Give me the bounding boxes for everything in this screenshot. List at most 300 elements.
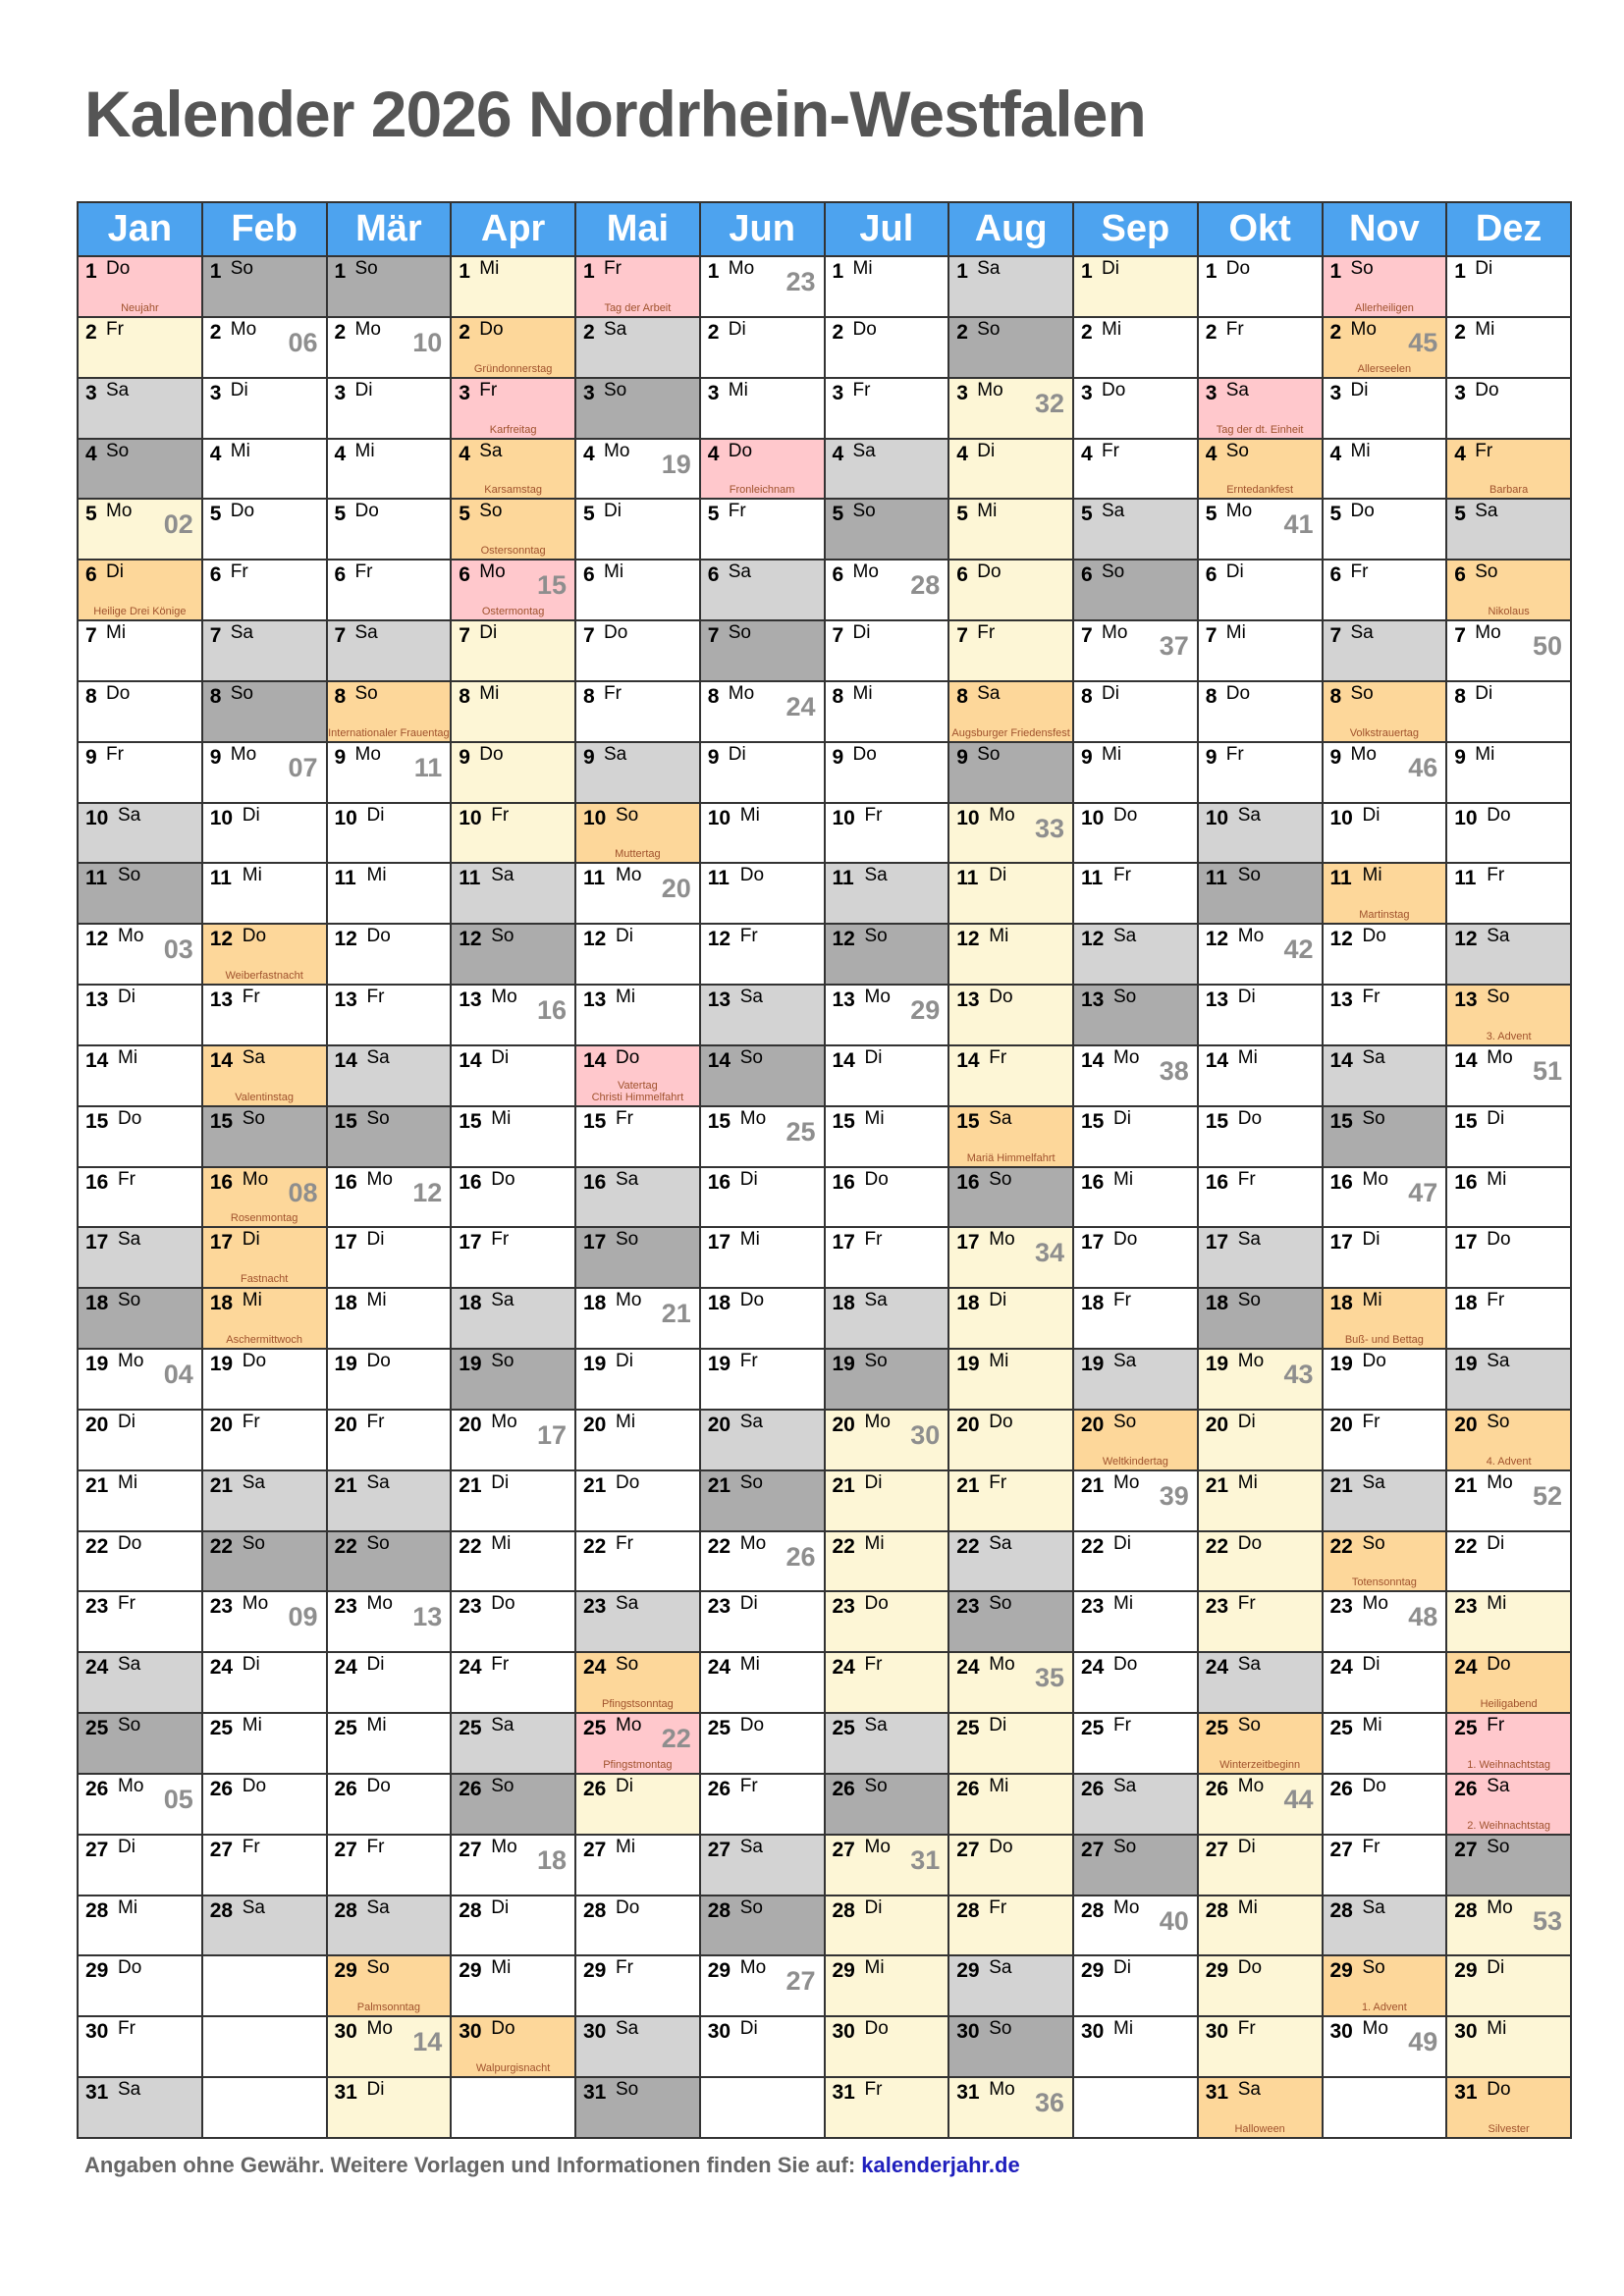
day-cell <box>1324 257 1448 318</box>
day-number: 6 <box>707 563 720 587</box>
day-cell <box>203 1289 328 1350</box>
event-label: Weiberfastnacht <box>225 970 303 983</box>
day-cell <box>1447 318 1572 379</box>
day-cell <box>826 1289 950 1350</box>
day-number: 7 <box>1454 624 1466 648</box>
weekday-label: Mo <box>366 2018 393 2040</box>
day-number: 5 <box>956 503 968 526</box>
day-cell <box>826 986 950 1046</box>
day-number: 29 <box>707 1959 731 1983</box>
day-cell <box>1199 864 1324 925</box>
day-number: 9 <box>334 745 347 769</box>
event-label: Augsburger Friedensfest <box>951 726 1070 739</box>
day-number: 17 <box>583 1231 607 1255</box>
day-number: 17 <box>707 1231 731 1255</box>
week-number: 11 <box>413 752 443 782</box>
weekday-label: Do <box>354 501 379 522</box>
day-cell <box>203 1896 328 1957</box>
day-cell <box>826 864 950 925</box>
weekday-label: Di <box>989 1715 1007 1736</box>
day-cell <box>1447 1107 1572 1168</box>
day-number: 4 <box>583 442 595 465</box>
day-number: 16 <box>832 1170 855 1194</box>
day-cell <box>79 318 203 379</box>
day-cell <box>328 1168 453 1229</box>
weekday-label: Do <box>864 1168 889 1190</box>
weekday-label: So <box>1113 1836 1137 1857</box>
weekday-label: Mo <box>491 987 517 1008</box>
day-cell <box>1074 1532 1199 1593</box>
day-cell <box>826 682 950 743</box>
week-number: 19 <box>661 449 691 479</box>
weekday-label: Mo <box>864 987 891 1008</box>
day-number: 7 <box>459 624 470 648</box>
day-cell <box>1074 804 1199 865</box>
day-number: 26 <box>832 1777 855 1800</box>
day-cell <box>576 379 701 440</box>
weekday-label: So <box>739 1896 763 1918</box>
day-number: 5 <box>1205 503 1218 526</box>
day-cell <box>1074 2017 1199 2078</box>
day-cell <box>576 1532 701 1593</box>
day-number: 19 <box>1454 1353 1478 1376</box>
day-number: 7 <box>1205 624 1218 648</box>
day-number: 21 <box>956 1473 980 1497</box>
day-cell <box>79 1775 203 1836</box>
day-cell <box>1447 2017 1572 2078</box>
weekday-label: Mi <box>491 1107 512 1129</box>
event-label: 1. Advent <box>1361 2002 1407 2014</box>
day-number: 22 <box>209 1534 234 1558</box>
day-cell <box>328 1411 453 1471</box>
day-cell <box>203 682 328 743</box>
weekday-label: Do <box>1225 682 1251 704</box>
weekday-label: So <box>604 379 627 400</box>
week-number: 40 <box>1159 1905 1189 1936</box>
day-cell <box>1324 2017 1448 2078</box>
week-number: 22 <box>661 1724 691 1754</box>
day-cell <box>203 318 328 379</box>
day-number: 2 <box>1081 320 1093 344</box>
day-cell <box>328 1350 453 1411</box>
weekday-label: Fr <box>1362 1411 1380 1432</box>
day-number: 12 <box>85 928 109 951</box>
day-cell <box>1074 986 1199 1046</box>
weekday-label: Mi <box>977 501 998 522</box>
day-cell <box>452 257 576 318</box>
event-label: Aschermittwoch <box>226 1334 302 1347</box>
day-cell <box>949 804 1074 865</box>
weekday-label: Sa <box>1113 1775 1137 1796</box>
weekday-label: Fr <box>1225 318 1244 340</box>
weekday-label: Do <box>989 987 1013 1008</box>
week-number: 20 <box>661 874 691 904</box>
day-number: 2 <box>334 320 347 344</box>
month-header: Feb <box>203 203 328 257</box>
day-cell <box>328 1592 453 1653</box>
day-number: 4 <box>85 442 97 465</box>
weekday-label: Mo <box>1487 1046 1513 1068</box>
day-number: 2 <box>85 320 97 344</box>
weekday-label: Do <box>852 318 877 340</box>
weekday-label: Mo <box>1113 1046 1140 1068</box>
day-cell <box>576 1046 701 1107</box>
event-label: Vatertag <box>617 1079 658 1092</box>
day-number: 7 <box>707 624 720 648</box>
weekday-label: Mo <box>366 1168 393 1190</box>
weekday-label: Mi <box>1113 2018 1134 2040</box>
weekday-label: Do <box>366 926 391 947</box>
day-number: 7 <box>209 624 222 648</box>
weekday-label: Fr <box>604 682 622 704</box>
weekday-label: Mo <box>616 865 642 886</box>
day-cell <box>1447 1775 1572 1836</box>
weekday-label: So <box>491 926 514 947</box>
week-number: 38 <box>1159 1055 1189 1086</box>
day-number: 17 <box>1081 1231 1105 1255</box>
weekday-label: Mi <box>366 865 387 886</box>
weekday-label: Fr <box>852 379 871 400</box>
weekday-label: Do <box>491 2018 515 2040</box>
day-number: 2 <box>707 320 720 344</box>
day-cell <box>1447 1289 1572 1350</box>
weekday-label: Do <box>1113 1654 1138 1676</box>
day-number: 28 <box>956 1898 980 1922</box>
weekday-label: Mo <box>1362 1168 1388 1190</box>
day-cell <box>1199 1775 1324 1836</box>
day-cell <box>79 1350 203 1411</box>
weekday-label: So <box>118 1715 141 1736</box>
day-number: 23 <box>1205 1595 1229 1619</box>
day-number: 11 <box>459 867 481 890</box>
day-cell <box>1324 500 1448 561</box>
weekday-label: Fr <box>1102 440 1119 461</box>
day-cell <box>826 2017 950 2078</box>
day-cell <box>1324 743 1448 804</box>
day-cell <box>1447 682 1572 743</box>
day-cell <box>826 1046 950 1107</box>
weekday-label: So <box>242 1532 265 1554</box>
day-number: 22 <box>1081 1534 1105 1558</box>
month-header: Mai <box>576 203 701 257</box>
day-number: 19 <box>832 1353 855 1376</box>
day-number: 2 <box>583 320 595 344</box>
day-cell <box>826 621 950 682</box>
weekday-label: Sa <box>1113 926 1137 947</box>
weekday-label: Fr <box>242 1836 260 1857</box>
empty-cell <box>203 2017 328 2078</box>
weekday-label: Di <box>616 1351 633 1372</box>
day-number: 30 <box>459 2020 482 2044</box>
weekday-label: Mi <box>852 682 873 704</box>
weekday-label: Mo <box>1362 1593 1388 1615</box>
weekday-label: Sa <box>864 1290 888 1311</box>
weekday-label: So <box>864 1775 888 1796</box>
weekday-label: Fr <box>864 2079 883 2101</box>
event-label: Pfingstsonntag <box>601 1698 674 1711</box>
day-cell <box>1199 621 1324 682</box>
weekday-label: Mi <box>1102 318 1122 340</box>
day-number: 5 <box>459 503 470 526</box>
day-cell <box>328 986 453 1046</box>
weekday-label: Sa <box>1237 1654 1261 1676</box>
event-label: Tag der Arbeit <box>604 301 672 314</box>
day-cell <box>1324 925 1448 986</box>
week-number: 06 <box>288 327 318 357</box>
day-number: 30 <box>832 2020 855 2044</box>
day-cell <box>328 2078 453 2139</box>
day-number: 22 <box>459 1534 482 1558</box>
day-cell <box>826 743 950 804</box>
day-cell <box>1074 864 1199 925</box>
day-number: 26 <box>85 1777 109 1800</box>
weekday-label: Mi <box>491 1532 512 1554</box>
day-cell <box>826 2078 950 2139</box>
day-cell <box>576 1775 701 1836</box>
weekday-label: So <box>989 1168 1012 1190</box>
week-number: 07 <box>288 752 318 782</box>
weekday-label: Mo <box>1237 1775 1265 1796</box>
week-number: 03 <box>163 934 193 965</box>
weekday-label: So <box>354 682 378 704</box>
day-cell <box>701 1411 826 1471</box>
day-cell <box>701 1532 826 1593</box>
day-cell <box>79 1471 203 1532</box>
weekday-label: Fr <box>864 1229 883 1251</box>
weekday-label: Mi <box>604 561 624 583</box>
day-cell <box>1074 440 1199 501</box>
weekday-label: Di <box>1102 258 1119 279</box>
day-number: 27 <box>707 1838 731 1861</box>
weekday-label: Sa <box>1487 1351 1510 1372</box>
day-number: 10 <box>583 806 607 829</box>
day-number: 12 <box>583 928 607 951</box>
day-number: 5 <box>707 503 720 526</box>
day-number: 27 <box>583 1838 607 1861</box>
day-number: 27 <box>209 1838 234 1861</box>
day-cell <box>1074 1471 1199 1532</box>
weekday-label: Fr <box>989 1471 1007 1493</box>
day-number: 29 <box>1454 1959 1478 1983</box>
day-number: 18 <box>1081 1292 1105 1315</box>
empty-cell <box>203 2078 328 2139</box>
day-number: 26 <box>1454 1777 1478 1800</box>
day-number: 27 <box>956 1838 980 1861</box>
weekday-label: So <box>739 1471 763 1493</box>
day-number: 12 <box>334 928 357 951</box>
day-cell <box>1199 1653 1324 1714</box>
weekday-label: Do <box>118 1957 142 1979</box>
day-number: 10 <box>209 806 234 829</box>
day-number: 15 <box>459 1109 482 1133</box>
day-cell <box>452 440 576 501</box>
day-cell <box>576 561 701 621</box>
day-cell <box>826 1896 950 1957</box>
day-number: 11 <box>85 867 108 890</box>
weekday-label: Do <box>1362 1351 1386 1372</box>
weekday-label: Sa <box>1102 501 1125 522</box>
day-cell <box>452 1228 576 1289</box>
day-cell <box>1074 1714 1199 1775</box>
day-number: 8 <box>1329 684 1342 708</box>
week-number: 36 <box>1034 2088 1064 2118</box>
day-number: 21 <box>1329 1473 1353 1497</box>
day-number: 15 <box>1454 1109 1478 1133</box>
weekday-label: Di <box>491 1471 510 1493</box>
weekday-label: Do <box>1487 1654 1511 1676</box>
day-cell <box>826 500 950 561</box>
day-cell <box>1199 1896 1324 1957</box>
weekday-label: Mo <box>728 258 755 279</box>
day-cell <box>203 561 328 621</box>
day-number: 8 <box>209 684 222 708</box>
weekday-label: Sa <box>616 1593 639 1615</box>
day-number: 9 <box>1205 745 1218 769</box>
day-cell <box>576 440 701 501</box>
weekday-label: So <box>1350 682 1374 704</box>
weekday-label: Fr <box>118 2018 135 2040</box>
day-cell <box>949 621 1074 682</box>
day-number: 14 <box>334 1048 357 1072</box>
day-number: 17 <box>832 1231 855 1255</box>
day-cell <box>203 1471 328 1532</box>
weekday-label: So <box>1237 1290 1261 1311</box>
weekday-label: Do <box>230 501 255 522</box>
day-number: 9 <box>583 745 595 769</box>
day-number: 9 <box>1329 745 1342 769</box>
month-header: Jan <box>79 203 203 257</box>
day-number: 31 <box>85 2081 109 2105</box>
day-cell <box>949 561 1074 621</box>
weekday-label: Di <box>604 501 622 522</box>
day-number: 6 <box>334 563 347 587</box>
weekday-label: Mi <box>366 1715 387 1736</box>
day-cell <box>701 986 826 1046</box>
day-cell <box>79 1046 203 1107</box>
day-cell <box>328 743 453 804</box>
day-cell <box>1199 561 1324 621</box>
day-cell <box>1324 1350 1448 1411</box>
event-label: Fastnacht <box>240 1273 289 1286</box>
day-number: 20 <box>209 1413 234 1436</box>
weekday-label: Di <box>864 1046 883 1068</box>
week-number: 17 <box>536 1419 567 1450</box>
weekday-label: Di <box>491 1896 510 1918</box>
week-number: 09 <box>288 1602 318 1632</box>
day-number: 29 <box>832 1959 855 1983</box>
day-number: 29 <box>1329 1959 1353 1983</box>
day-number: 1 <box>1329 260 1342 283</box>
day-cell <box>1074 1107 1199 1168</box>
day-number: 24 <box>85 1656 109 1680</box>
weekday-label: Do <box>1102 379 1126 400</box>
footer-link[interactable]: kalenderjahr.de <box>861 2153 1020 2177</box>
day-cell <box>328 379 453 440</box>
day-number: 7 <box>1329 624 1342 648</box>
day-number: 15 <box>707 1109 731 1133</box>
weekday-label: Mi <box>1362 1290 1382 1311</box>
event-label: Walpurgisnacht <box>475 2062 551 2075</box>
day-number: 29 <box>583 1959 607 1983</box>
day-cell <box>949 743 1074 804</box>
weekday-label: Do <box>728 440 753 461</box>
weekday-label: Fr <box>1487 1715 1505 1736</box>
day-cell <box>1199 1046 1324 1107</box>
event-label: Heilige Drei Könige <box>93 606 187 618</box>
weekday-label: Fr <box>479 379 498 400</box>
day-number: 14 <box>832 1048 855 1072</box>
day-number: 3 <box>334 381 347 404</box>
day-number: 9 <box>956 745 968 769</box>
weekday-label: Mi <box>616 1411 636 1432</box>
weekday-label: Do <box>739 1715 765 1736</box>
day-number: 4 <box>334 442 347 465</box>
day-number: 16 <box>1081 1170 1105 1194</box>
event-label: Fronleichnam <box>729 484 795 497</box>
month-header: Nov <box>1324 203 1448 257</box>
weekday-label: Di <box>479 622 498 644</box>
week-number: 33 <box>1034 813 1064 843</box>
day-cell <box>79 864 203 925</box>
day-number: 4 <box>459 442 470 465</box>
day-cell <box>949 1228 1074 1289</box>
weekday-label: Sa <box>739 1411 763 1432</box>
weekday-label: Mi <box>1475 743 1495 765</box>
day-cell <box>203 379 328 440</box>
day-cell <box>203 804 328 865</box>
weekday-label: Mi <box>1113 1593 1134 1615</box>
weekday-label: Do <box>864 1593 889 1615</box>
day-cell <box>79 1653 203 1714</box>
day-cell <box>826 1228 950 1289</box>
day-cell <box>79 561 203 621</box>
event-label: Valentinstag <box>235 1091 294 1103</box>
weekday-label: Mo <box>1102 622 1128 644</box>
day-cell <box>1199 743 1324 804</box>
day-cell <box>452 925 576 986</box>
day-number: 23 <box>85 1595 109 1619</box>
day-number: 13 <box>583 988 607 1012</box>
day-number: 26 <box>1205 1777 1229 1800</box>
weekday-label: Mo <box>616 1290 642 1311</box>
weekday-label: Sa <box>1350 622 1374 644</box>
weekday-label: Di <box>366 1229 385 1251</box>
weekday-label: Sa <box>118 804 141 826</box>
weekday-label: Mi <box>864 1107 885 1129</box>
day-number: 1 <box>1081 260 1093 283</box>
day-number: 3 <box>1081 381 1093 404</box>
day-cell <box>1074 561 1199 621</box>
day-number: 6 <box>832 563 844 587</box>
day-cell <box>1074 682 1199 743</box>
day-number: 18 <box>1205 1292 1229 1315</box>
day-number: 21 <box>1454 1473 1478 1497</box>
day-number: 22 <box>1205 1534 1229 1558</box>
day-number: 3 <box>1454 381 1466 404</box>
day-cell <box>328 1228 453 1289</box>
day-number: 30 <box>1205 2020 1229 2044</box>
day-number: 18 <box>459 1292 482 1315</box>
weekday-label: Sa <box>977 682 1001 704</box>
day-number: 13 <box>1454 988 1478 1012</box>
weekday-label: Sa <box>242 1471 265 1493</box>
weekday-label: Di <box>1362 1654 1380 1676</box>
day-number: 25 <box>459 1717 482 1740</box>
day-number: 8 <box>956 684 968 708</box>
day-cell <box>949 1411 1074 1471</box>
weekday-label: Do <box>1237 1107 1263 1129</box>
day-number: 16 <box>1205 1170 1229 1194</box>
